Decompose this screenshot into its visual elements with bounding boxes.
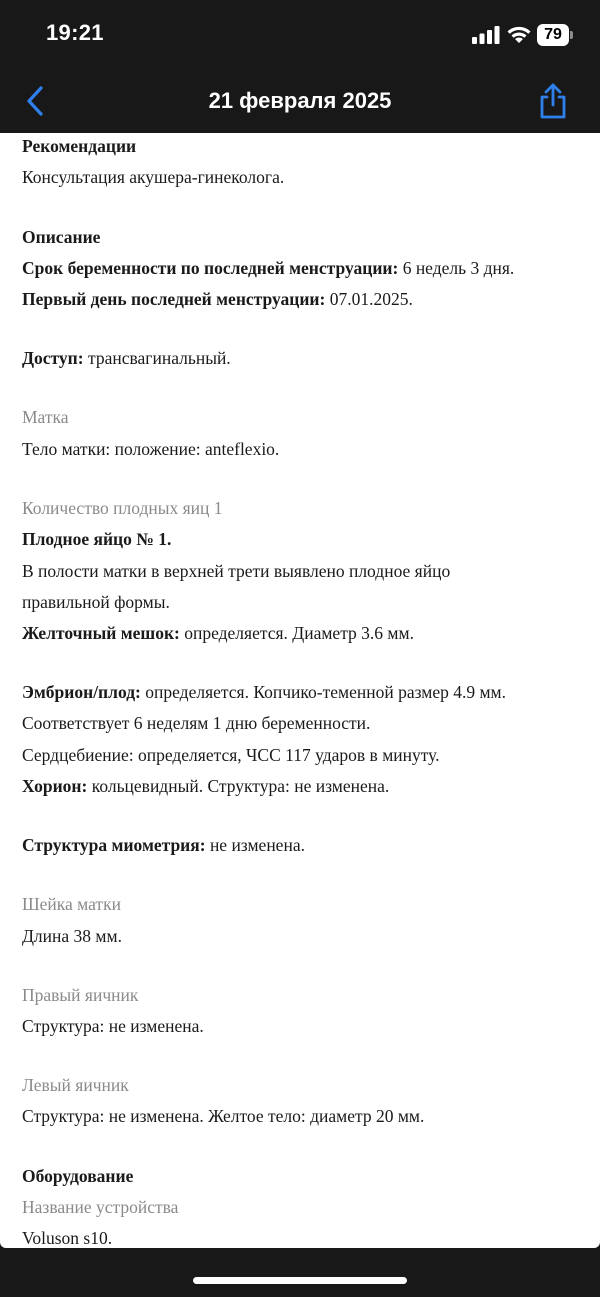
ovum-text-2: правильной формы. bbox=[22, 592, 170, 612]
battery-indicator bbox=[537, 24, 575, 46]
device-name-label: Название устройства bbox=[22, 1197, 179, 1217]
embryo-row bbox=[22, 680, 506, 704]
navigation-bar bbox=[0, 70, 600, 133]
status-bar bbox=[0, 0, 600, 70]
myometrium-value: не изменена. bbox=[205, 835, 305, 855]
embryo-value: определяется. Копчико-теменной размер 4.9 мм. bbox=[140, 682, 506, 702]
embryo-label: Эмбрион/плод: bbox=[22, 682, 141, 702]
access-label: Доступ: bbox=[22, 348, 84, 368]
recommendations-heading: Рекомендации bbox=[22, 136, 137, 156]
embryo-text-2: Соответствует 6 неделям 1 дню беременности. bbox=[22, 713, 371, 733]
access-row bbox=[22, 346, 231, 370]
recommendations-text: Консультация акушера-гинеколога. bbox=[22, 167, 285, 187]
battery-cap bbox=[570, 31, 573, 39]
lmp-value: 07.01.2025. bbox=[325, 289, 413, 309]
cervix-text: Длина 38 мм. bbox=[22, 926, 122, 946]
cervix-heading: Шейка матки bbox=[22, 894, 121, 914]
page-title: 21 февраля 2025 bbox=[208, 88, 392, 113]
uterus-heading: Матка bbox=[22, 407, 69, 427]
right-ovary-text: Структура: не изменена. bbox=[22, 1016, 204, 1036]
uterus-text: Тело матки: положение: anteflexio. bbox=[22, 439, 280, 459]
yolk-sac-label: Желточный мешок: bbox=[22, 623, 180, 643]
report-document bbox=[0, 133, 600, 1248]
ovum-heading: Плодное яйцо № 1. bbox=[22, 529, 172, 549]
lmp-label: Первый день последней менструации: bbox=[22, 289, 326, 309]
home-indicator[interactable] bbox=[193, 1277, 407, 1284]
device-name-value: Voluson s10. bbox=[22, 1228, 113, 1248]
myometrium-label: Структура миометрия: bbox=[22, 835, 206, 855]
chorion-value: кольцевидный. Структура: не изменена. bbox=[87, 776, 390, 796]
yolk-sac-row bbox=[22, 621, 414, 645]
chorion-label: Хорион: bbox=[22, 776, 88, 796]
gestation-value: 6 недель 3 дня. bbox=[398, 258, 515, 278]
status-time: 19:21 bbox=[46, 20, 104, 45]
gestation-label: Срок беременности по последней менструации: bbox=[22, 258, 399, 278]
wifi-icon bbox=[506, 24, 532, 44]
access-value: трансвагинальный. bbox=[83, 348, 231, 368]
ovum-text-1: В полости матки в верхней трети выявлено плодное яйцо bbox=[22, 561, 451, 581]
chorion-row bbox=[22, 774, 389, 798]
heartbeat-text: Сердцебиение: определяется, ЧСС 117 ударов в минуту. bbox=[22, 745, 440, 765]
left-ovary-heading: Левый яичник bbox=[22, 1075, 129, 1095]
description-heading: Описание bbox=[22, 227, 101, 247]
left-ovary-text: Структура: не изменена. Желтое тело: диаметр 20 мм. bbox=[22, 1106, 425, 1126]
equipment-heading: Оборудование bbox=[22, 1166, 134, 1186]
yolk-sac-value: определяется. Диаметр 3.6 мм. bbox=[179, 623, 414, 643]
battery-level: 79 bbox=[537, 24, 569, 46]
myometrium-row bbox=[22, 833, 305, 857]
lmp-row bbox=[22, 287, 413, 311]
share-button[interactable] bbox=[536, 82, 570, 120]
cellular-signal-icon bbox=[472, 26, 500, 44]
gestation-row bbox=[22, 256, 514, 280]
right-ovary-heading: Правый яичник bbox=[22, 985, 139, 1005]
ova-count: Количество плодных яиц 1 bbox=[22, 498, 223, 518]
